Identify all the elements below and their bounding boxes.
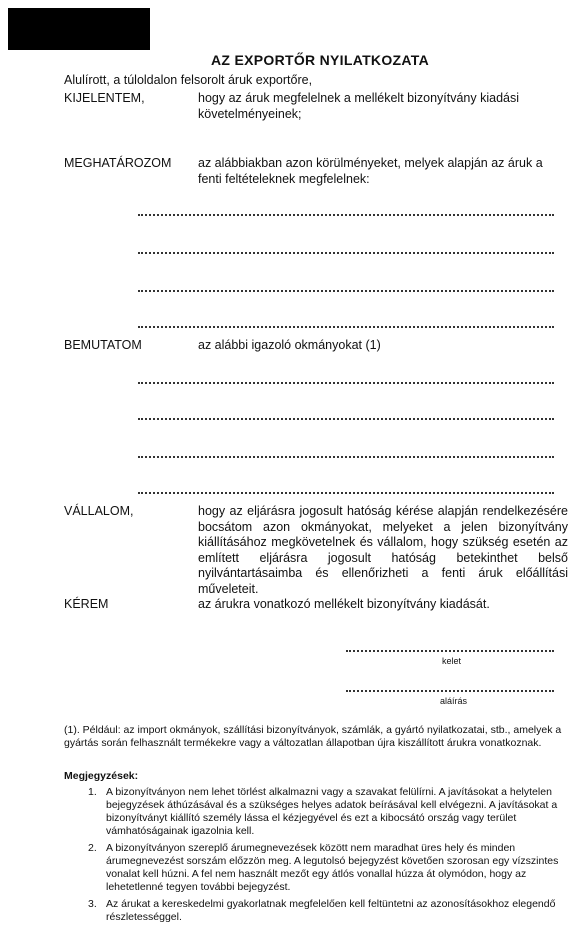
note-text: A bizonyítványon szereplő árumegnevezések között nem maradhat üres hely és minden árumegnevezést sorszám előzzön meg. A legutolsó bejegyzést követően szorosan egy vízszintes vonalat kell húzni. A fel nem használt mezőt egy átlós vonallal húzza át olymódon, hogy az lehetetlenné tegyen további bejegyzést.: [106, 842, 559, 893]
text-bemutatom: az alábbi igazoló okmányokat (1): [198, 338, 381, 352]
redacted-block: [8, 8, 150, 50]
dotted-line: [138, 290, 554, 292]
note-number: 1.: [88, 786, 97, 798]
keyword-meghatarozom: MEGHATÁROZOM: [64, 156, 172, 170]
note-item: [84, 842, 564, 894]
note-number: 3.: [88, 898, 97, 910]
dotted-line: [138, 418, 554, 420]
text-kerem: az árukra vonatkozó mellékelt bizonyítvány kiadását.: [198, 597, 490, 611]
dotted-line: [138, 326, 554, 328]
keyword-kijelentem: KIJELENTEM,: [64, 91, 145, 105]
dotted-line: [138, 214, 554, 216]
date-label: kelet: [442, 656, 462, 666]
intro-text: Alulírott, a túloldalon felsorolt áruk exportőre,: [64, 73, 313, 87]
signature-label: aláírás: [440, 696, 468, 706]
dotted-line: [138, 382, 554, 384]
keyword-kerem: KÉREM: [64, 597, 109, 611]
note-text: A bizonyítványon nem lehet törlést alkalmazni vagy a szavakat felülírni. A javításokat a helytelen bejegyzések áthúzásával és a szükséges helyes adatok beírásával kell elvégezni. A javításokat a bizonyítványt kiállító személy lássa el kézjegyével és ezt a kibocsátó ország vagy terület vámhatóságainak igazolnia kell.: [106, 786, 558, 837]
document-title: AZ EXPORTŐR NYILATKOZATA: [211, 52, 429, 68]
note-number: 2.: [88, 842, 97, 854]
text-meghatarozom: az alábbiakban azon körülményeket, melyek alapján az áruk a fenti feltételeknek megfelelnek:: [198, 156, 543, 186]
text-vallalom: hogy az eljárásra jogosult hatóság kérése alapján rendelkezésére bocsátom azon okmányokat, melyeket a jelen bizonyítvány kiállításához megkövetelnek és vállalom, hogy szükség esetén az említett eljárásra jogosult hatóság betekinthet belső nyilvántartásaimba és ellenőrizheti a fenti áruk előállítási műveleteit.: [198, 504, 568, 596]
notes-heading: Megjegyzések:: [64, 770, 139, 782]
dotted-line: [138, 456, 554, 458]
text-kijelentem: hogy az áruk megfelelnek a mellékelt bizonyítvány kiadási követelményeinek;: [198, 91, 520, 121]
keyword-vallalom: VÁLLALOM,: [64, 504, 134, 518]
date-line: [346, 650, 554, 652]
footnote: (1). Például: az import okmányok, szállítási bizonyítványok, számlák, a gyártó nyilatkozatai, stb., amelyek a gyártás során felhasznált termékekre vagy a változatlan állapotban újra kiszállított árukra vonatkoznak.: [64, 724, 562, 749]
keyword-bemutatom: BEMUTATOM: [64, 338, 142, 352]
signature-line: [346, 690, 554, 692]
note-item: [84, 786, 564, 838]
dotted-line: [138, 252, 554, 254]
notes-list: [84, 786, 564, 928]
note-item: [84, 898, 564, 924]
note-text: Az árukat a kereskedelmi gyakorlatnak megfelelően kell feltüntetni az azonosításokhoz elegendő részletességgel.: [106, 898, 556, 923]
dotted-line: [138, 492, 554, 494]
